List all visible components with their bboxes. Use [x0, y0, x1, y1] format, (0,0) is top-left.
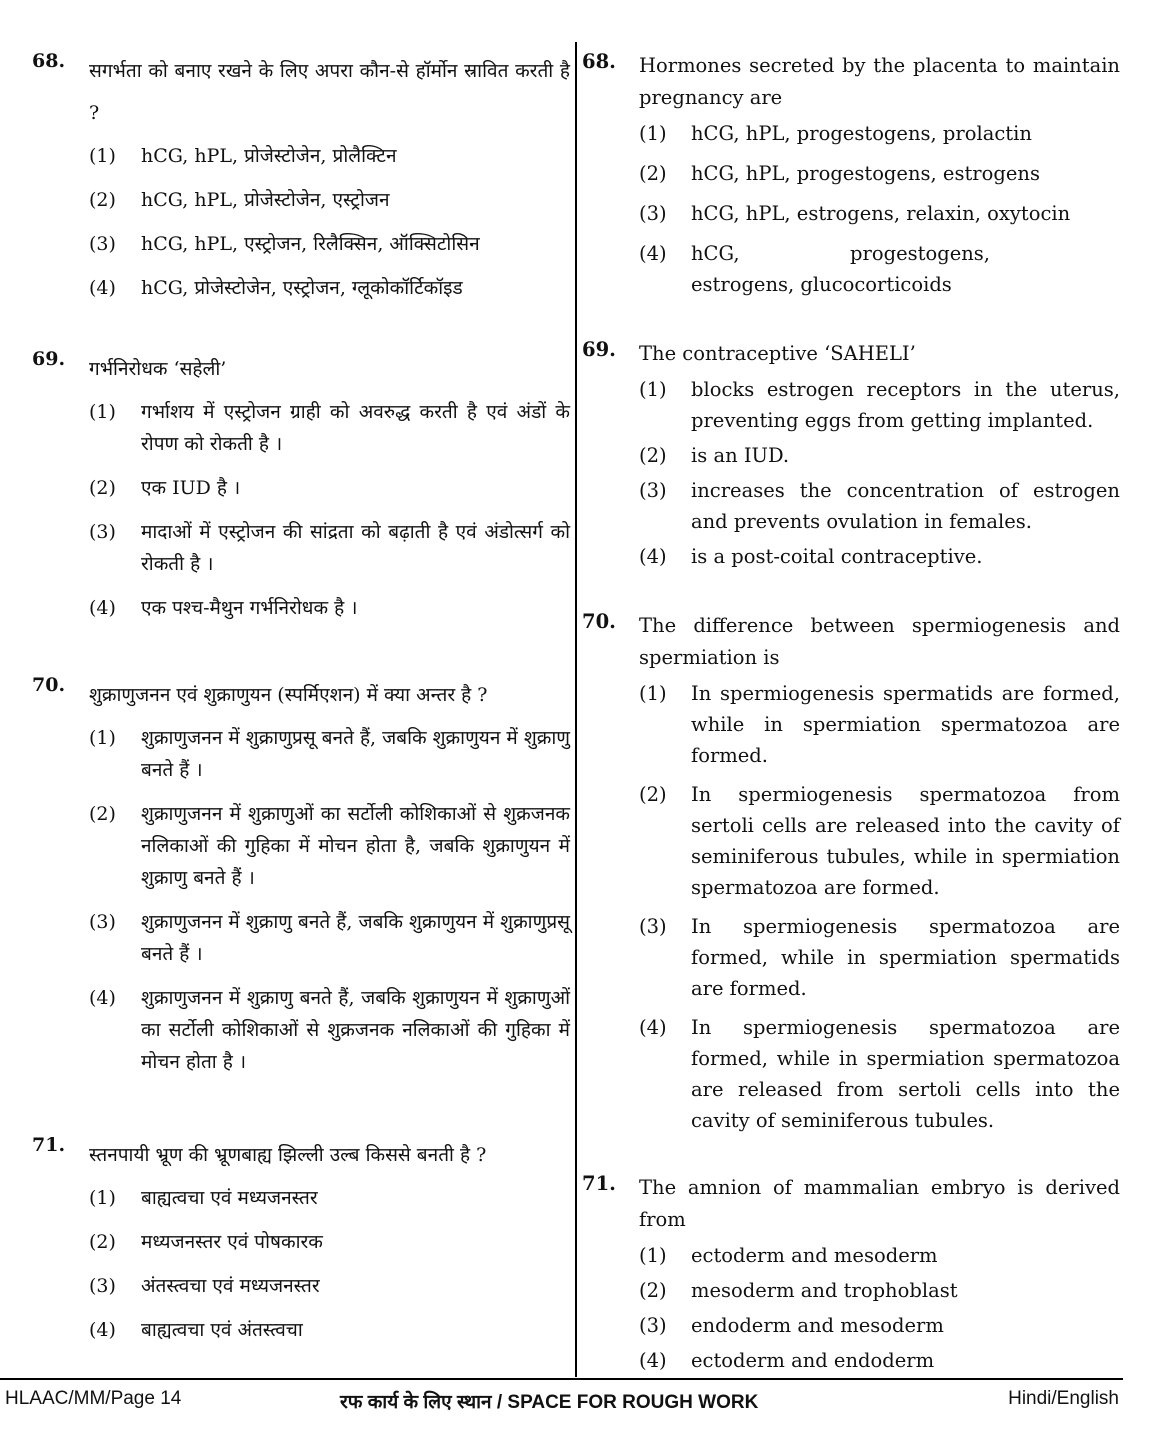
- question-number: 70.: [32, 674, 66, 696]
- option: (1) बाह्यत्वचा एवं मध्यजनस्तर: [89, 1187, 318, 1209]
- question-text: The amnion of mammalian embryo is derived from: [639, 1176, 1120, 1231]
- option: (1) hCG, hPL, progestogens, prolactin: [639, 122, 1032, 145]
- option: (2) एक IUD है ।: [89, 477, 241, 499]
- option: (3) अंतस्त्वचा एवं मध्यजनस्तर: [89, 1275, 320, 1297]
- question-number: 69.: [32, 348, 66, 370]
- question-number: 68.: [582, 50, 616, 73]
- option: (2) शुक्राणुजनन में शुक्राणुओं का सर्टोली कोशिकाओं से शुक्रजनक नलिकाओं की गुहिका में मोचन होता है, जबकि शुक्राणुयन में शुक्राणु बनते हैं ।: [89, 803, 570, 889]
- option: (3) शुक्राणुजनन में शुक्राणु बनते हैं, जबकि शुक्राणुयन में शुक्राणुप्रसू बनते हैं ।: [89, 911, 570, 965]
- rough-work-label: रफ कार्य के लिए स्थान / SPACE FOR ROUGH WORK: [340, 1392, 759, 1413]
- option: (4) एक पश्च-मैथुन गर्भनिरोधक है ।: [89, 597, 358, 619]
- option: (2) mesoderm and trophoblast: [639, 1279, 958, 1302]
- question-69-hi: [32, 348, 570, 624]
- question-number: 71.: [582, 1172, 616, 1195]
- question-text: गर्भनिरोधक ‘सहेली’: [89, 358, 227, 380]
- column-divider: [575, 42, 577, 1377]
- question-text: सगर्भता को बनाए रखने के लिए अपरा कौन-से हॉर्मोन स्रावित करती है ?: [89, 60, 570, 124]
- option: (3) endoderm and mesoderm: [639, 1314, 944, 1337]
- question-text: The contraceptive ‘SAHELI’: [639, 342, 916, 365]
- option: (4) hCG, progestogens, estrogens, glucocorticoids: [639, 242, 990, 296]
- option: (1) गर्भाशय में एस्ट्रोजन ग्राही को अवरुद्ध करती है एवं अंडों के रोपण को रोकती है ।: [89, 401, 570, 455]
- question-text: शुक्राणुजनन एवं शुक्राणुयन (स्पर्मिएशन) में क्या अन्तर है ?: [89, 684, 488, 706]
- question-text: स्तनपायी भ्रूण की भ्रूणबाह्य झिल्ली उल्ब किससे बनती है ?: [89, 1144, 487, 1166]
- option: (4) बाह्यत्वचा एवं अंतस्त्वचा: [89, 1319, 303, 1341]
- option: (4) ectoderm and endoderm: [639, 1349, 935, 1372]
- question-70-en: [582, 610, 1120, 1136]
- question-71-hi: [32, 1134, 570, 1346]
- question-70-hi: [32, 674, 570, 1078]
- option: (4) In spermiogenesis spermatozoa are formed, while in spermiation spermatozoa are released from sertoli cells into the cavity of seminiferous tubules.: [639, 1016, 1120, 1132]
- option: (4) is a post-coital contraceptive.: [639, 545, 983, 568]
- question-text: The difference between spermiogenesis and spermiation is: [639, 614, 1120, 669]
- option: (1) hCG, hPL, प्रोजेस्टोजेन, प्रोलैक्टिन: [89, 145, 397, 167]
- option: (3) In spermiogenesis spermatozoa are formed, while in spermiation spermatids are formed.: [639, 915, 1120, 1000]
- page-code: HLAAC/MM/Page 14: [5, 1388, 182, 1409]
- option: (2) is an IUD.: [639, 444, 790, 467]
- option: (4) शुक्राणुजनन में शुक्राणु बनते हैं, जबकि शुक्राणुयन में शुक्राणुओं का सर्टोली कोशिकाओं से शुक्रजनक नलिकाओं की गुहिका में मोचन होता है ।: [89, 987, 570, 1073]
- option: (3) increases the concentration of estrogen and prevents ovulation in females.: [639, 479, 1120, 533]
- option: (1) शुक्राणुजनन में शुक्राणुप्रसू बनते हैं, जबकि शुक्राणुयन में शुक्राणु बनते हैं ।: [89, 727, 570, 781]
- question-68-hi: [32, 50, 570, 304]
- option: (3) hCG, hPL, estrogens, relaxin, oxytocin: [639, 202, 1071, 225]
- option: (1) ectoderm and mesoderm: [639, 1244, 938, 1267]
- option: (3) मादाओं में एस्ट्रोजन की सांद्रता को बढ़ाती है एवं अंडोत्सर्ग को रोकती है ।: [89, 521, 570, 575]
- question-number: 68.: [32, 50, 66, 72]
- question-number: 71.: [32, 1134, 66, 1156]
- option: (4) hCG, प्रोजेस्टोजेन, एस्ट्रोजन, ग्लूकोकॉर्टिकॉइड: [89, 277, 463, 299]
- question-text: Hormones secreted by the placenta to maintain pregnancy are: [639, 54, 1120, 109]
- language-label: Hindi/English: [1008, 1388, 1119, 1409]
- question-68-en: [582, 50, 1120, 300]
- option: (2) hCG, hPL, प्रोजेस्टोजेन, एस्ट्रोजन: [89, 189, 390, 211]
- option: (2) hCG, hPL, progestogens, estrogens: [639, 162, 1040, 185]
- option: (3) hCG, hPL, एस्ट्रोजन, रिलैक्सिन, ऑक्सिटोसिन: [89, 233, 480, 255]
- question-69-en: [582, 338, 1120, 572]
- footer-rule: [0, 1378, 1123, 1380]
- option: (2) In spermiogenesis spermatozoa from sertoli cells are released into the cavity of seminiferous tubules, while in spermiation spermatozoa are formed.: [639, 783, 1120, 899]
- question-71-en: [582, 1172, 1120, 1376]
- option: (1) blocks estrogen receptors in the uterus, preventing eggs from getting implanted.: [639, 378, 1120, 432]
- option: (1) In spermiogenesis spermatids are formed, while in spermiation spermatozoa are formed.: [639, 682, 1120, 767]
- option: (2) मध्यजनस्तर एवं पोषकारक: [89, 1231, 323, 1253]
- question-number: 69.: [582, 338, 616, 361]
- question-number: 70.: [582, 610, 616, 633]
